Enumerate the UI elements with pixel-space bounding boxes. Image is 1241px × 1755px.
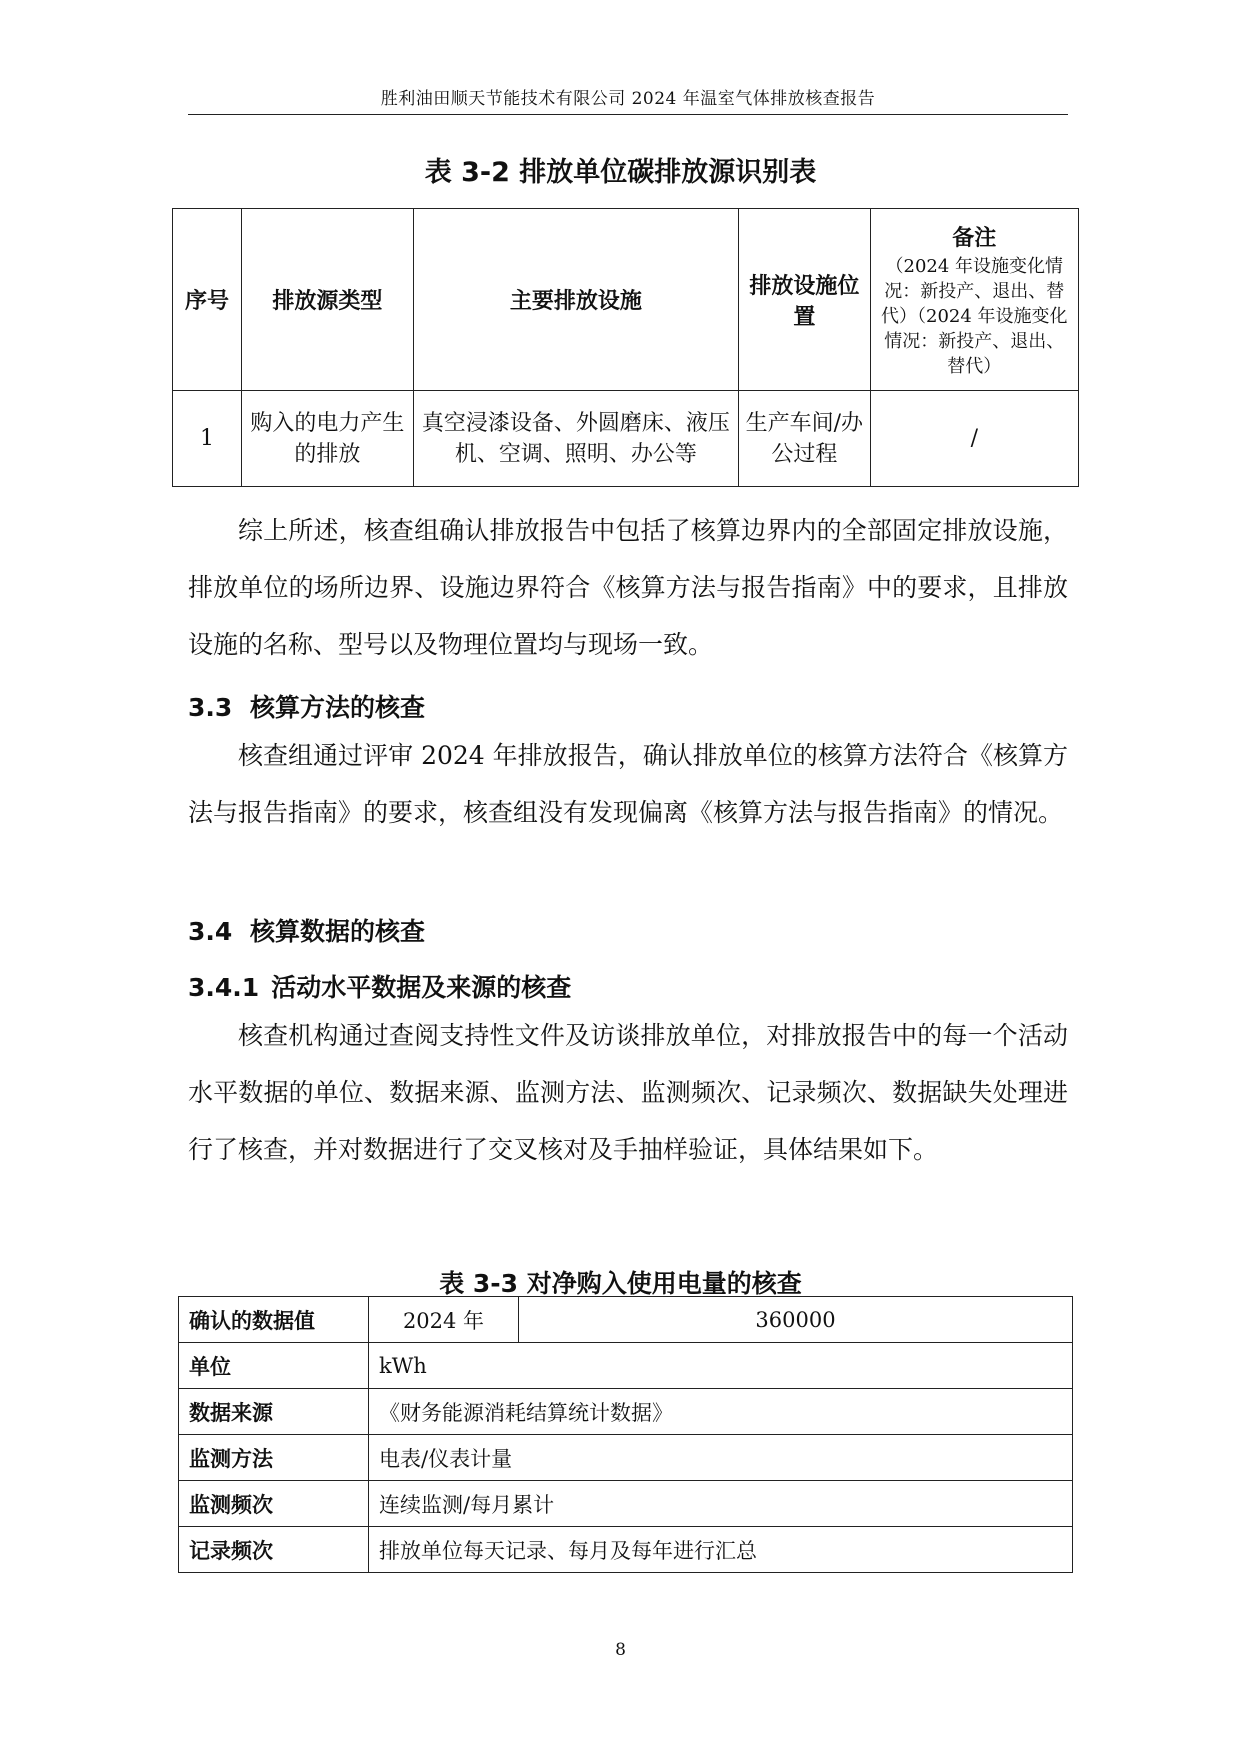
section-3-4-1-paragraph: 核查机构通过查阅支持性文件及访谈排放单位，对排放报告中的每一个活动水平数据的单位、数据来源、监测方法、监测频次、记录频次、数据缺失处理进行了核查，并对数据进行了交叉核对及手抽样验证，具体结果如下。 — [188, 1021, 1068, 1164]
cell-note: / — [870, 391, 1078, 487]
electricity-check-table — [178, 1296, 1073, 1573]
table-row — [179, 1389, 1073, 1435]
header-source-type: 排放源类型 — [242, 209, 414, 391]
value-unit: kWh — [369, 1343, 1073, 1389]
section-3-4-1-heading — [188, 968, 571, 1004]
section-3-3-paragraph: 核查组通过评审 2024 年排放报告，确认排放单位的核算方法符合《核算方法与报告指南》的要求，核查组没有发现偏离《核算方法与报告指南》的情况。 — [188, 741, 1068, 827]
label-data-source: 数据来源 — [179, 1389, 369, 1435]
label-monitoring-method: 监测方法 — [179, 1435, 369, 1481]
table-row — [179, 1481, 1073, 1527]
table-3-2-caption: 表 3-2 排放单位碳排放源识别表 — [424, 157, 817, 188]
cell-facilities: 真空浸漆设备、外圆磨床、液压机、空调、照明、办公等 — [413, 391, 738, 487]
cell-source-type: 购入的电力产生的排放 — [242, 391, 414, 487]
section-3-4-1-number: 3.4.1 — [188, 973, 260, 1002]
header-note-detail: （2024 年设施变化情况：新投产、退出、替代）（2024 年设施变化情况：新投产、退出、替代） — [881, 255, 1068, 377]
value-recording-frequency: 排放单位每天记录、每月及每年进行汇总 — [369, 1527, 1073, 1573]
table-row — [179, 1343, 1073, 1389]
table-header-row — [173, 209, 1079, 391]
value-monitoring-method: 电表/仪表计量 — [369, 1435, 1073, 1481]
label-recording-frequency: 记录频次 — [179, 1527, 369, 1573]
section-3-4-number: 3.4 — [188, 917, 233, 946]
label-monitoring-frequency: 监测频次 — [179, 1481, 369, 1527]
section-3-3-number: 3.3 — [188, 693, 233, 722]
running-header: 胜利油田顺天节能技术有限公司 2024 年温室气体排放核查报告 — [380, 89, 876, 109]
emission-source-table — [172, 208, 1079, 487]
table-row — [179, 1527, 1073, 1573]
section-3-4-title: 核算数据的核查 — [250, 917, 426, 946]
label-confirmed-value: 确认的数据值 — [179, 1297, 369, 1343]
header-rule — [188, 114, 1068, 115]
label-unit: 单位 — [179, 1343, 369, 1389]
header-note-title: 备注 — [952, 225, 997, 251]
table-row — [173, 391, 1079, 487]
table-3-3-caption: 表 3-3 对净购入使用电量的核查 — [439, 1269, 802, 1298]
section-3-3-title: 核算方法的核查 — [250, 693, 426, 722]
page-number: 8 — [615, 1640, 626, 1660]
table-row — [179, 1435, 1073, 1481]
section-3-3-heading — [188, 688, 425, 724]
header-seq: 序号 — [173, 209, 242, 391]
header-note — [870, 209, 1078, 391]
summary-paragraph: 综上所述，核查组确认排放报告中包括了核算边界内的全部固定排放设施，排放单位的场所边界、设施边界符合《核算方法与报告指南》中的要求，且排放设施的名称、型号以及物理位置均与现场一致。 — [188, 516, 1068, 659]
cell-seq: 1 — [173, 391, 242, 487]
value-monitoring-frequency: 连续监测/每月累计 — [369, 1481, 1073, 1527]
header-facilities: 主要排放设施 — [413, 209, 738, 391]
section-3-4-1-title: 活动水平数据及来源的核查 — [271, 973, 572, 1002]
cell-location: 生产车间/办公过程 — [739, 391, 870, 487]
table-row — [179, 1297, 1073, 1343]
header-location: 排放设施位置 — [739, 209, 870, 391]
value-confirmed: 360000 — [519, 1297, 1073, 1343]
value-year: 2024 年 — [369, 1297, 519, 1343]
value-data-source: 《财务能源消耗结算统计数据》 — [369, 1389, 1073, 1435]
section-3-4-heading — [188, 912, 425, 948]
